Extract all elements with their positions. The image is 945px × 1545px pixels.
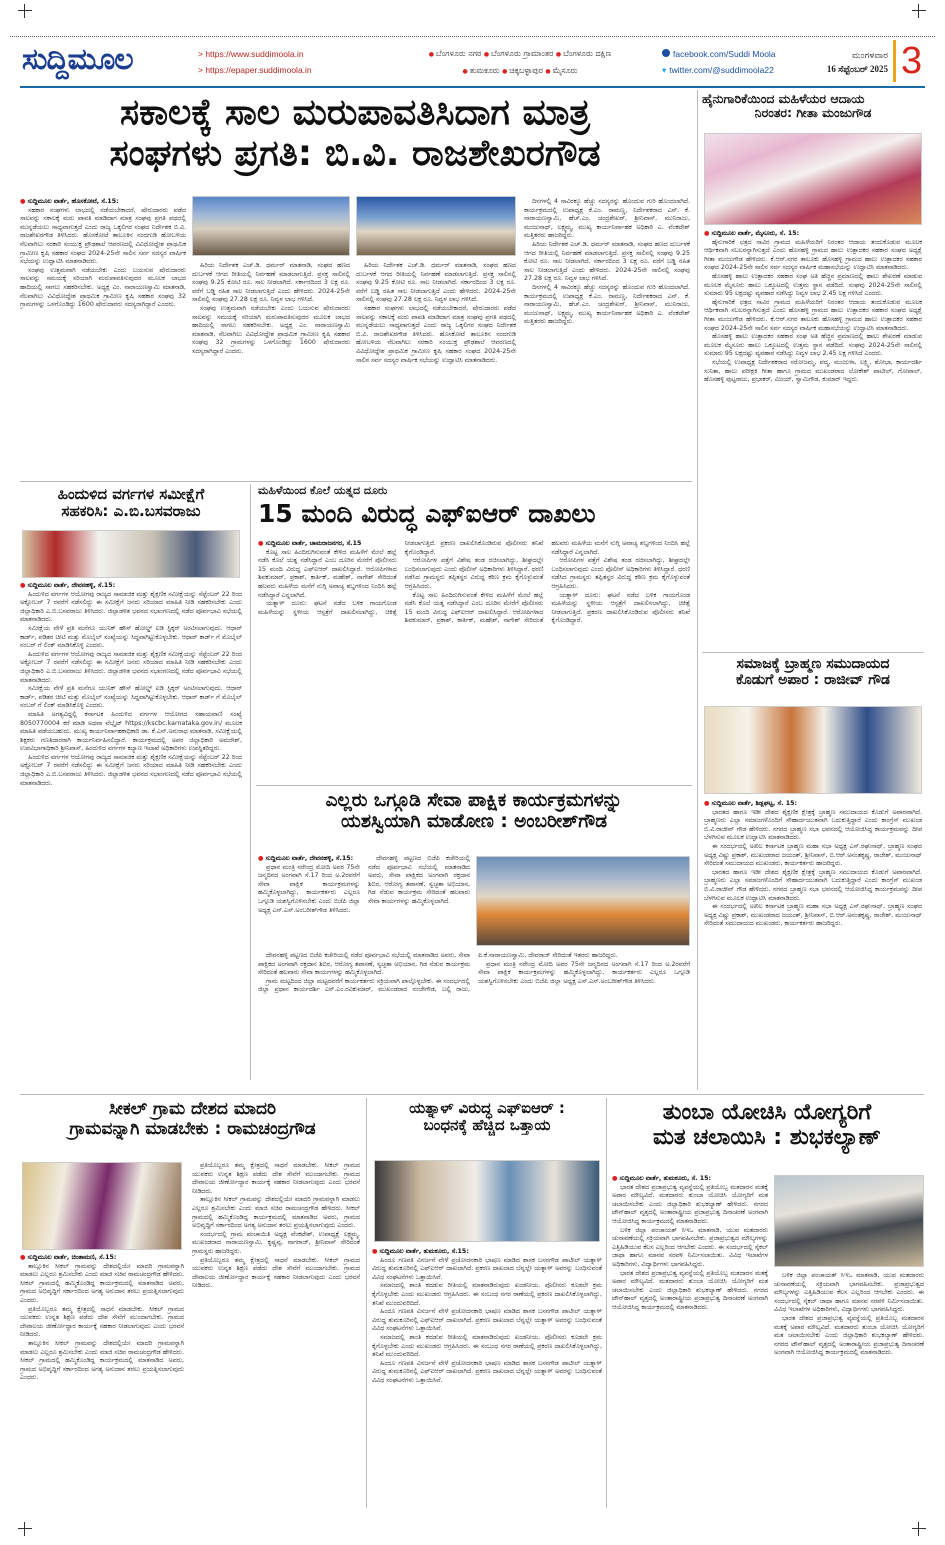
crop-mark bbox=[18, 1522, 32, 1536]
dateline: ● ಸುದ್ದಿಮೂಲ ವಾರ್ತೆ, ಮೈಸೂರು, ಸೆ. 15: bbox=[704, 230, 922, 239]
paragraph: ಹಿಂದುಳಿದ ವರ್ಗಗಳ ಆಯೋಗವು ರಾಜ್ಯದ ಸಾಮಾಜಿಕ ಮತ್ತು ಶೈಕ್ಷಣಿಕ ಸಮೀಕ್ಷೆಯನ್ನು ಸೆಪ್ಟೆಂಬರ್ 22 ರಿಂದ ಅಕ್ಟೋಬರ್ 7 ರವರೆಗೆ ನಡೆಸಲಿದ್ದು ಈ ಸಮೀಕ್ಷೆಗೆ ಜನರು ಸರಿಯಾದ ಮಾಹಿತಿ ನೀಡಿ ಸಹಕರಿಸಬೇಕು ಎಂದು ಜಿಲ್ಲಾಧಿಕಾರಿ ಎ.ಬಿ.ಬಸವರಾಜು ತಿಳಿಸಿದರು. ಜಿಲ್ಲಾಡಳಿತ ಭವನದ ಸಭಾಂಗಣದಲ್ಲಿ ನಡೆದ ಪೂರ್ವಭಾವಿ ಸಭೆಯಲ್ಲಿ ಮಾತನಾಡಿದರು. bbox=[20, 753, 242, 787]
story-body bbox=[258, 540, 690, 780]
edition-item: ● ಮೈಸೂರು bbox=[545, 66, 577, 75]
paragraph: ಬಳಿಕ ಜಿಲ್ಲಾ ಪಂಚಾಯತ್ ಸಿಇಒ ಮಾತನಾಡಿ, ಯುವ ಮತದಾರರು ಚುನಾವಣೆಯಲ್ಲಿ ಸಕ್ರಿಯವಾಗಿ ಭಾಗವಹಿಸಬೇಕು. ಪ್ರಜಾಪ್ರಭುತ್ವದ ಮೌಲ್ಯಗಳನ್ನು ಎತ್ತಿಹಿಡಿಯುವ ಕೆಲಸ ಎಲ್ಲರಿಂದ ಆಗಬೇಕು ಎಂದರು. ಈ ಸಂದರ್ಭದಲ್ಲಿ ಸೈಕಲ್ ಜಾಥಾ ಹಾಗೂ ಮಾನವ ಸರಪಳಿ ನಿರ್ಮಿಸಲಾಯಿತು. ವಿವಿಧ ಇಲಾಖೆಗಳ ಅಧಿಕಾರಿಗಳು, ವಿದ್ಯಾರ್ಥಿಗಳು ಭಾಗವಹಿಸಿದ್ದರು. bbox=[774, 1272, 924, 1314]
paragraph: ಹೊಸಹಳ್ಳಿ ಹಾಲು ಉತ್ಪಾದಕರ ಸಹಕಾರ ಸಂಘ ಅತಿ ಹೆಚ್ಚಿನ ಪ್ರಮಾಣದಲ್ಲಿ ಹಾಲು ಶೇಖರಣೆ ಮಾಡುವ ಮೂಲಕ ಮೈಸೂರು ಹಾಲು ಒಕ್ಕೂಟದಲ್ಲಿ ಉತ್ತಮ ಸ್ಥಾನ ಪಡೆದಿದೆ. ಸಂಘವು 2024-25ನೇ ಸಾಲಿನಲ್ಲಿ ಸುಮಾರು 95 ಲಕ್ಷದಷ್ಟು ವ್ಯವಹಾರ ನಡೆಸಿದ್ದು ನಿವ್ವಳ ಲಾಭ 2.45 ಲಕ್ಷ ಗಳಿಸಿದೆ ಎಂದರು. bbox=[704, 272, 922, 298]
lead-body-col2 bbox=[192, 262, 350, 478]
headline-line: ಸಮಾಜಕ್ಕೆ ಬ್ರಾಹ್ಮಣ ಸಮುದಾಯದ bbox=[736, 656, 890, 672]
date: 16 ಸೆಪ್ಟೆಂಬರ್ 2025 bbox=[826, 64, 888, 74]
section-rule bbox=[20, 481, 692, 482]
paragraph: ಭಾರತ ದೇಶದ ಪ್ರಜಾಪ್ರಭುತ್ವ ವ್ಯವಸ್ಥೆಯಲ್ಲಿ ಪ್ರತಿಯೊಬ್ಬ ಮತದಾರನ ಮತಕ್ಕೆ ಅಪಾರ ಮೌಲ್ಯವಿದೆ. ಮತದಾರರು ತುಂಬಾ ಯೋಚಿಸಿ ಯೋಗ್ಯರಿಗೆ ಮತ ಚಲಾಯಿಸಬೇಕು ಎಂದು ಜಿಲ್ಲಾಧಿಕಾರಿ ಶುಭಕಲ್ಯಾಣ್ ಹೇಳಿದರು. ನಗರದ ಟೌನ್‌ಹಾಲ್ ವೃತ್ತದಲ್ಲಿ ಅಂತಾರಾಷ್ಟ್ರೀಯ ಪ್ರಜಾಪ್ರಭುತ್ವ ದಿನಾಚರಣೆ ಅಂಗವಾಗಿ ಆಯೋಜಿಸಿದ್ದ ಕಾರ್ಯಕ್ರಮದಲ್ಲಿ ಮಾತನಾಡಿದರು. bbox=[612, 1269, 768, 1311]
lead-headline bbox=[20, 92, 690, 175]
lead-photo-2 bbox=[356, 196, 516, 256]
event-photo bbox=[22, 1162, 182, 1250]
dairy-photo bbox=[704, 133, 922, 225]
paragraph: ಭಾರತ ದೇಶದ ಪ್ರಜಾಪ್ರಭುತ್ವ ವ್ಯವಸ್ಥೆಯಲ್ಲಿ ಪ್ರತಿಯೊಬ್ಬ ಮತದಾರನ ಮತಕ್ಕೆ ಅಪಾರ ಮೌಲ್ಯವಿದೆ. ಮತದಾರರು ತುಂಬಾ ಯೋಚಿಸಿ ಯೋಗ್ಯರಿಗೆ ಮತ ಚಲಾಯಿಸಬೇಕು ಎಂದು ಜಿಲ್ಲಾಧಿಕಾರಿ ಶುಭಕಲ್ಯಾಣ್ ಹೇಳಿದರು. ನಗರದ ಟೌನ್‌ಹಾಲ್ ವೃತ್ತದಲ್ಲಿ ಅಂತಾರಾಷ್ಟ್ರೀಯ ಪ್ರಜಾಪ್ರಭುತ್ವ ದಿನಾಚರಣೆ ಅಂಗವಾಗಿ ಆಯೋಜಿಸಿದ್ದ ಕಾರ್ಯಕ್ರಮದಲ್ಲಿ ಮಾತನಾಡಿದರು. bbox=[612, 1183, 768, 1225]
headline-line: ನಿರಂತರ: ಗೀತಾ ಮಂಜುಗೌಡ bbox=[754, 105, 872, 121]
meeting-photo bbox=[22, 530, 240, 578]
side-headline bbox=[702, 656, 924, 688]
website-link[interactable]: > https://www.suddimoola.in bbox=[198, 49, 304, 59]
paragraph: ಹಿರಿಯ ನಿರ್ದೇಶಕ ಎಚ್.ಡಿ. ಧರ್ಮರ್ ಮಾತನಾಡಿ, ಸಂಘದ ಹಣದ ದುರ್ಬಳಕೆ ಆಗದ ರೀತಿಯಲ್ಲಿ ನಿರ್ವಹಣೆ ಮಾಡಲಾಗುತ್ತಿದೆ. ಪ್ರಸಕ್ತ ಸಾಲಿನಲ್ಲಿ ಸಂಘವು 9.25 ಕೋಟಿ ರೂ. ಸಾಲ ನೀಡಲಾಗಿದೆ. ಸರ್ಕಾರದಿಂದ 3 ಲಕ್ಷ ರೂ. ವರೆಗೆ ಬಡ್ಡಿ ರಹಿತ ಸಾಲ ನೀಡಲಾಗುತ್ತಿದೆ ಎಂದು ಹೇಳಿದರು. 2024-25ನೇ ಸಾಲಿನಲ್ಲಿ ಸಂಘವು 27.28 ಲಕ್ಷ ರೂ. ನಿವ್ವಳ ಲಾಭ ಗಳಿಸಿದೆ. bbox=[192, 262, 350, 304]
paragraph: ಪ್ರತಿಯೊಬ್ಬರೂ ತಮ್ಮ ಕ್ಷೇತ್ರದಲ್ಲಿ ಸಾಧನೆ ಮಾಡಬೇಕು. ಸೀಕಲ್ ಗ್ರಾಮದ ಯುವಕರು ಉನ್ನತ ಶಿಕ್ಷಣ ಪಡೆದು ದೇಶ ಸೇವೆಗೆ ಮುಂದಾಗಬೇಕು. ಗ್ರಾಮದ ದೇವಾಲಯ ಜೀರ್ಣೋದ್ಧಾರ ಕಾರ್ಯಕ್ಕೆ ಸಹಕಾರ ನೀಡಲಾಗುವುದು ಎಂದು ಭರವಸೆ ನೀಡಿದರು. bbox=[20, 1305, 184, 1339]
section-rule bbox=[256, 785, 692, 786]
section-rule bbox=[702, 652, 924, 653]
paragraph: ಈ ಸಂದರ್ಭದಲ್ಲಿ ಅಖಿಲ ಕರ್ನಾಟಕ ಬ್ರಾಹ್ಮಣ ಮಹಾ ಸಭಾ ಅಧ್ಯಕ್ಷ ಎಸ್.ರಘುನಾಥ್, ಬ್ರಾಹ್ಮಣ ಸಂಘದ ಅಧ್ಯಕ್ಷ ವಿಷ್ಣು ಪ್ರಕಾಶ್, ಮುಖಂಡರಾದ ಜಯಂತ್, ಶ್ರೀನಿವಾಸ್, ಬಿ.ಆರ್.ಅನಂತಕೃಷ್ಣ, ರಾಜೇಶ್, ಮಂಜುನಾಥ್ ಸೇರಿದಂತೆ ಸಮುದಾಯದ ಮುಖಂಡರು, ಕಾರ್ಯಕರ್ತರು ಹಾಜರಿದ್ದರು. bbox=[704, 903, 922, 928]
headline-line: ಯಶಸ್ವಿಯಾಗಿ ಮಾಡೋಣ : ಅಂಬರೀಶ್‌ಗೌಡ bbox=[341, 811, 607, 833]
paragraph: ದೇವನಹಳ್ಳಿ ಪಟ್ಟಣದ ಬಿಜೆಪಿ ಕಚೇರಿಯಲ್ಲಿ ನಡೆದ ಪೂರ್ವಭಾವಿ ಸಭೆಯಲ್ಲಿ ಮಾತನಾಡಿದ ಅವರು, ಸೇವಾ ಪಾಕ್ಷಿಕದ ಅಂಗವಾಗಿ ರಕ್ತದಾನ ಶಿಬಿರ, ಆರೋಗ್ಯ ತಪಾಸಣೆ, ಸ್ವಚ್ಛತಾ ಅಭಿಯಾನ, ಗಿಡ ನೆಡುವ ಕಾರ್ಯಕ್ರಮ ಸೇರಿದಂತೆ ಹಲವಾರು ಸೇವಾ ಕಾರ್ಯಗಳನ್ನು ಹಮ್ಮಿಕೊಳ್ಳಲಾಗಿದೆ. bbox=[258, 952, 470, 977]
headline-line: ತುಂಬಾ ಯೋಚಿಸಿ ಯೋಗ್ಯರಿಗೆ bbox=[662, 1100, 872, 1125]
story-headline bbox=[256, 790, 692, 833]
dateline: ● ಸುದ್ದಿಮೂಲ ವಾರ್ತೆ, ಚಿಂತಾಮಣಿ, ಸೆ.15: bbox=[20, 1254, 184, 1263]
crop-mark bbox=[912, 4, 926, 18]
column-rule bbox=[606, 1098, 607, 1508]
facebook-link[interactable]: facebook.com/Suddi Moola bbox=[673, 49, 776, 59]
headline-line: ಕೊಡುಗೆ ಅಪಾರ : ರಾಜೀವ್ ಗೌಡ bbox=[736, 672, 890, 689]
side-headline bbox=[702, 92, 924, 121]
newspaper-logo: ಸುದ್ದಿಮೂಲ bbox=[22, 42, 133, 77]
paragraph: ದೇವನಹಳ್ಳಿ ಪಟ್ಟಣದ ಬಿಜೆಪಿ ಕಚೇರಿಯಲ್ಲಿ ನಡೆದ ಪೂರ್ವಭಾವಿ ಸಭೆಯಲ್ಲಿ ಮಾತನಾಡಿದ ಅವರು, ಸೇವಾ ಪಾಕ್ಷಿಕದ ಅಂಗವಾಗಿ ರಕ್ತದಾನ ಶಿಬಿರ, ಆರೋಗ್ಯ ತಪಾಸಣೆ, ಸ್ವಚ್ಛತಾ ಅಭಿಯಾನ, ಗಿಡ ನೆಡುವ ಕಾರ್ಯಕ್ರಮ ಸೇರಿದಂತೆ ಹಲವಾರು ಸೇವಾ ಕಾರ್ಯಗಳನ್ನು ಹಮ್ಮಿಕೊಳ್ಳಲಾಗಿದೆ. bbox=[368, 855, 470, 905]
paragraph: ಸಮೀಕ್ಷೆಯ ವೇಳೆ ಪ್ರತಿ ಮನೆಗೂ ಯುನಿಕ್ ಹೌಸ್ ಹೋಲ್ಡ್ ಐಡಿ ಸ್ಟಿಕ್ಕರ್ ಅಂಟಿಸಲಾಗುವುದು. ಆಧಾರ್ ಕಾರ್ಡ್, ಪಡಿತರ ಚೀಟಿ ಮತ್ತು ಮೊಬೈಲ್ ಸಂಖ್ಯೆಯನ್ನು ಸಿದ್ಧವಾಗಿಟ್ಟುಕೊಳ್ಳಬೇಕು. ಆಧಾರ್ ಕಾರ್ಡ್ ಗೆ ಮೊಬೈಲ್ ನಂಬರ್ ಗೆ ಲಿಂಕ್ ಮಾಡಿಸಿಕೊಳ್ಳಿ ಎಂದರು. bbox=[20, 624, 242, 650]
paragraph: ಸಭೆಯಲ್ಲಿ ಉಪಾಧ್ಯಕ್ಷ ನಿರ್ದೇಶಕರಾದ ಸರೋಜಮ್ಮ, ಪದ್ಮ, ಮಂಜುಳಾ, ಲಕ್ಷ್ಮಿ, ಶೋಭಾ, ಕಾರ್ಯದರ್ಶಿ ಸುನಿತಾ, ಹಾಲು ಪರೀಕ್ಷಕಿ ಗೀತಾ ಹಾಗೂ ಗ್ರಾಮದ ಮುಖಂಡರಾದ ಲೋಕೇಶ್ ಪಾಟೀಲ್, ಗೋಪಾಲ್, ಹೊಸಹಳ್ಳಿ ಪುಟ್ಟರಾಜು, ಪ್ರಭಾಕರ್, ವಿಜಯ್, ಸ್ವಾಮಿಗೌಡ, ಕುಮಾರ್ ಇದ್ದರು. bbox=[704, 358, 922, 384]
lead-body-col3 bbox=[356, 262, 516, 478]
group-photo bbox=[476, 856, 690, 946]
paragraph: ದಿನಗಳಲ್ಲಿ 4 ಸಾವಿರಕ್ಕೂ ಹೆಚ್ಚು ಸದಸ್ಯರನ್ನು ಹೊಂದುವ ಗುರಿ ಹೊಂದಲಾಗಿದೆ. ಕಾರ್ಯಕ್ರಮದಲ್ಲಿ ಉಪಾಧ್ಯಕ್ಷ ಕೆ.ಎಂ. ರಾಮಣ್ಣ, ನಿರ್ದೇಶಕರಾದ ಎನ್. ಕೆ. ನಾರಾಯಣಸ್ವಾಮಿ, ಹೆಚ್.ಎಂ. ಚಂದ್ರಶೇಖರ್, ಶ್ರೀನಿವಾಸ್, ಮುನಿರಾಜು, ಮಂಜುನಾಥ್, ಲಕ್ಷ್ಮಮ್ಮ, ಮುಖ್ಯ ಕಾರ್ಯನಿರ್ವಾಹಕ ಅಧಿಕಾರಿ ಎ. ವೆಂಕಟೇಶ್ ಮತ್ತಿತರರು ಹಾಜರಿದ್ದರು. bbox=[524, 198, 690, 240]
headline-line: ಹೈನುಗಾರಿಕೆಯಿಂದ ಮಹಿಳೆಯರ ಆದಾಯ bbox=[702, 91, 865, 106]
headline-line: ಗ್ರಾಮವನ್ನಾಗಿ ಮಾಡಬೇಕು : ರಾಮಚಂದ್ರಗೌಡ bbox=[69, 1118, 316, 1139]
paragraph: ಸಂಘವು ಉತ್ತಮವಾಗಿ ನಡೆಯಬೇಕು ಎಂದು ಬಯಸುವ ಷೇರುದಾರರು ಸಾಲವನ್ನು ಸಮಯಕ್ಕೆ ಸರಿಯಾಗಿ ಮರುಪಾವತಿಸುವುದರ ಮೂಲಕ ಲಾಭದ ಹಾದಿಯಲ್ಲಿ ಸಾಗಲು ಸಹಕರಿಸಬೇಕು. ಅಧ್ಯಕ್ಷ ಎಂ. ನಾರಾಯಣಸ್ವಾಮಿ ಮಾತನಾಡಿ, ನೆಲವಾಗಿಲು ವಿವಿಧೋದ್ದೇಶ ಪ್ರಾಥಮಿಕ ಗ್ರಾಮೀಣ ಕೃಷಿ ಸಹಕಾರ ಸಂಘವು 32 ಗ್ರಾಮಗಳನ್ನು ಒಳಗೊಂಡಿದ್ದು 1600 ಷೇರುದಾರರು ಸದಸ್ಯರಾಗಿದ್ದಾರೆ ಎಂದರು. bbox=[192, 304, 350, 355]
story-headline bbox=[20, 486, 242, 521]
edition-item: ● ಬೆಂಗಳೂರು ಗ್ರಾಮಾಂತರ bbox=[484, 49, 554, 58]
paragraph: ತಾಲ್ಲೂಕಿನ ಸೀಕಲ್ ಗ್ರಾಮವನ್ನು ದೇಶದಲ್ಲಿಯೇ ಮಾದರಿ ಗ್ರಾಮವನ್ನಾಗಿ ಮಾಡಲು ಎಲ್ಲರೂ ಶ್ರಮಿಸಬೇಕು ಎಂದು ಮಾಜಿ ಸಚಿವ ರಾಮಚಂದ್ರಗೌಡ ಹೇಳಿದರು. ಸೀಕಲ್ ಗ್ರಾಮದಲ್ಲಿ ಹಮ್ಮಿಕೊಂಡಿದ್ದ ಕಾರ್ಯಕ್ರಮದಲ್ಲಿ ಮಾತನಾಡಿದ ಅವರು, ಗ್ರಾಮದ ಅಭಿವೃದ್ಧಿಗೆ ಸರ್ಕಾರದಿಂದ ಅಗತ್ಯ ಅನುದಾನ ತರಲು ಪ್ರಯತ್ನಿಸಲಾಗುವುದು ಎಂದರು. bbox=[20, 1262, 184, 1304]
headline-line: ಸಹಕರಿಸಿ: ಎ.ಬಿ.ಬಸವರಾಜು bbox=[61, 502, 201, 521]
headline-line: ಬಂಧನಕ್ಕೆ ಹೆಚ್ಚಿದ ಒತ್ತಾಯ bbox=[423, 1116, 551, 1135]
paragraph: ಸಹಕಾರ ಸಂಘಗಳು ಲಾಭದಲ್ಲಿ ನಡೆಯಬೇಕಾದರೆ, ಷೇರುದಾರರು ಪಡೆದ ಸಾಲವನ್ನು ಸಕಾಲಕ್ಕೆ ಮರು ಪಾವತಿ ಮಾಡಿದಾಗ ಮಾತ್ರ ಸಂಘವು ಪ್ರಗತಿ ಪಥದಲ್ಲಿ ಮುನ್ನಡೆಯಲು ಸಾಧ್ಯವಾಗುತ್ತದೆ ಎಂದು ರಾಜ್ಯ ಒಕ್ಕಲಿಗರ ಸಂಘದ ನಿರ್ದೇಶಕ ಬಿ.ವಿ. ರಾಜಶೇಖರಗೌಡ ತಿಳಿಸಿದರು. ಹೊಸಕೋಟೆ ತಾಲೂಕಿನ ನಂದಗುಡಿ ಹೋಬಳಿಯ ನೆಲವಾಗಿಲು ಸರಕಾರಿ ಸಂಯುಕ್ತ ಪ್ರೌಢಶಾಲೆ ಆವರಣದಲ್ಲಿ ವಿವಿಧೋದ್ದೇಶ ಪ್ರಾಥಮಿಕ ಗ್ರಾಮೀಣ ಕೃಷಿ ಸಹಕಾರ ಸಂಘದ 2024-25ನೇ ಸಾಲಿನ ಸರ್ವ ಸದಸ್ಯರ ವಾರ್ಷಿಕ ಸಭೆಯನ್ನು ಉದ್ಘಾಟಿಸಿ ಮಾತನಾಡಿದರು. bbox=[20, 206, 186, 266]
dateline: ● ಸುದ್ದಿಮೂಲ ವಾರ್ತೆ, ದೇವನಹಳ್ಳಿ, ಸೆ.15: bbox=[20, 582, 242, 591]
paragraph: ಪ್ರಧಾನ ಮಂತ್ರಿ ನರೇಂದ್ರ ಮೋದಿ ಅವರ 75ನೇ ಜನ್ಮದಿನದ ಅಂಗವಾಗಿ ಸೆ.17 ರಿಂದ ಅ.2ರವರೆಗೆ ಸೇವಾ ಪಾಕ್ಷಿಕ ಕಾರ್ಯಕ್ರಮಗಳನ್ನು ಹಮ್ಮಿಕೊಳ್ಳಲಾಗಿದ್ದು, ಕಾರ್ಯಕರ್ತರು ಎಲ್ಲರೂ ಒಗ್ಗೂಡಿ ಯಶಸ್ವಿಗೊಳಿಸಬೇಕು ಎಂದು ಬಿಜೆಪಿ ಜಿಲ್ಲಾ ಅಧ್ಯಕ್ಷ ಎಸ್.ಎಸ್.ಅಂಬರೀಶ್‌ಗೌಡ ತಿಳಿಸಿದರು. bbox=[258, 863, 360, 914]
paragraph: ಭಾರತದ ಹಾಗೂ ಇಡೀ ದೇಶದ ಶೈಕ್ಷಣಿಕ ಕ್ಷೇತ್ರಕ್ಕೆ ಬ್ರಾಹ್ಮಣ ಸಮುದಾಯದ ಕೊಡುಗೆ ಅಪಾರವಾಗಿದೆ. ಬ್ರಾಹ್ಮಣರು ಎಲ್ಲಾ ಸಮಾಜಗಳೊಂದಿಗೆ ಸೌಹಾರ್ದಯುತವಾಗಿ ಬದುಕುತ್ತಿದ್ದಾರೆ ಎಂದು ಕಾಂಗ್ರೆಸ್ ಮುಖಂಡ ಬಿ.ವಿ.ರಾಜೀವ್ ಗೌಡ ಹೇಳಿದರು. ನಗರದ ಬ್ರಾಹ್ಮಣ ಸಭಾ ಭವನದಲ್ಲಿ ಆಯೋಜಿಸಿದ್ದ ಕಾರ್ಯಕ್ರಮವನ್ನು ದೀಪ ಬೆಳಗಿಸುವ ಮೂಲಕ ಉದ್ಘಾಟಿಸಿ ಮಾತನಾಡಿದರು. bbox=[704, 868, 922, 902]
story-body-continued bbox=[258, 952, 690, 1077]
paragraph: ತಾಲ್ಲೂಕಿನ ಸೀಕಲ್ ಗ್ರಾಮವನ್ನು ದೇಶದಲ್ಲಿಯೇ ಮಾದರಿ ಗ್ರಾಮವನ್ನಾಗಿ ಮಾಡಲು ಎಲ್ಲರೂ ಶ್ರಮಿಸಬೇಕು ಎಂದು ಮಾಜಿ ಸಚಿವ ರಾಮಚಂದ್ರಗೌಡ ಹೇಳಿದರು. ಸೀಕಲ್ ಗ್ರಾಮದಲ್ಲಿ ಹಮ್ಮಿಕೊಂಡಿದ್ದ ಕಾರ್ಯಕ್ರಮದಲ್ಲಿ ಮಾತನಾಡಿದ ಅವರು, ಗ್ರಾಮದ ಅಭಿವೃದ್ಧಿಗೆ ಸರ್ಕಾರದಿಂದ ಅಗತ್ಯ ಅನುದಾನ ತರಲು ಪ್ರಯತ್ನಿಸಲಾಗುವುದು ಎಂದರು. bbox=[192, 1196, 360, 1230]
edition-item: ● ಚಿಕ್ಕಬಳ್ಳಾಪುರ bbox=[502, 66, 543, 75]
edition-item: ● ತುಮಕೂರು bbox=[463, 66, 500, 75]
paragraph: ಯತ್ನಾಳ್ ದೂರು: ಘಟನೆ ನಡೆದ ಬಳಿಕ ಗಾಯಗೊಂಡ ಮಹಿಳೆಯನ್ನು ಸ್ಥಳೀಯ ಆಸ್ಪತ್ರೆಗೆ ದಾಖಲಿಸಲಾಗಿದ್ದು, ಚಿಕಿತ್ಸೆ ನೀಡಲಾಗುತ್ತಿದೆ. ಪ್ರಕರಣ ದಾಖಲಿಸಿಕೊಂಡಿರುವ ಪೊಲೀಸರು ತನಿಖೆ ಕೈಗೊಂಡಿದ್ದಾರೆ. bbox=[258, 540, 544, 616]
paragraph: ಸಮೀಕ್ಷೆಯ ವೇಳೆ ಪ್ರತಿ ಮನೆಗೂ ಯುನಿಕ್ ಹೌಸ್ ಹೋಲ್ಡ್ ಐಡಿ ಸ್ಟಿಕ್ಕರ್ ಅಂಟಿಸಲಾಗುವುದು. ಆಧಾರ್ ಕಾರ್ಡ್, ಪಡಿತರ ಚೀಟಿ ಮತ್ತು ಮೊಬೈಲ್ ಸಂಖ್ಯೆಯನ್ನು ಸಿದ್ಧವಾಗಿಟ್ಟುಕೊಳ್ಳಬೇಕು. ಆಧಾರ್ ಕಾರ್ಡ್ ಗೆ ಮೊಬೈಲ್ ನಂಬರ್ ಗೆ ಲಿಂಕ್ ಮಾಡಿಸಿಕೊಳ್ಳಿ ಎಂದರು. bbox=[20, 685, 242, 710]
story-body bbox=[372, 1248, 602, 1500]
paragraph: ಸಹಕಾರ ಸಂಘಗಳು ಲಾಭದಲ್ಲಿ ನಡೆಯಬೇಕಾದರೆ, ಷೇರುದಾರರು ಪಡೆದ ಸಾಲವನ್ನು ಸಕಾಲಕ್ಕೆ ಮರು ಪಾವತಿ ಮಾಡಿದಾಗ ಮಾತ್ರ ಸಂಘವು ಪ್ರಗತಿ ಪಥದಲ್ಲಿ ಮುನ್ನಡೆಯಲು ಸಾಧ್ಯವಾಗುತ್ತದೆ ಎಂದು ರಾಜ್ಯ ಒಕ್ಕಲಿಗರ ಸಂಘದ ನಿರ್ದೇಶಕ ಬಿ.ವಿ. ರಾಜಶೇಖರಗೌಡ ತಿಳಿಸಿದರು. ಹೊಸಕೋಟೆ ತಾಲೂಕಿನ ನಂದಗುಡಿ ಹೋಬಳಿಯ ನೆಲವಾಗಿಲು ಸರಕಾರಿ ಸಂಯುಕ್ತ ಪ್ರೌಢಶಾಲೆ ಆವರಣದಲ್ಲಿ ವಿವಿಧೋದ್ದೇಶ ಪ್ರಾಥಮಿಕ ಗ್ರಾಮೀಣ ಕೃಷಿ ಸಹಕಾರ ಸಂಘದ 2024-25ನೇ ಸಾಲಿನ ಸರ್ವ ಸದಸ್ಯರ ವಾರ್ಷಿಕ ಸಭೆಯನ್ನು ಉದ್ಘಾಟಿಸಿ ಮಾತನಾಡಿದರು. bbox=[356, 304, 516, 364]
headline-line: ಸಕಾಲಕ್ಕೆ ಸಾಲ ಮರುಪಾವತಿಸಿದಾಗ ಮಾತ್ರ bbox=[120, 92, 590, 133]
paragraph: ಹಿಂದೂ ಗಣಪತಿ ವಿಸರ್ಜನೆ ವೇಳೆ ಪ್ರಚೋದನಕಾರಿ ಭಾಷಣ ಮಾಡಿದ ಶಾಸಕ ಬಸನಗೌಡ ಪಾಟೀಲ್ ಯತ್ನಾಳ್ ವಿರುದ್ಧ ತುಮಕೂರಿನಲ್ಲಿ ಎಫ್‌ಐಆರ್ ದಾಖಲಾಗಿದೆ. ಪ್ರಕರಣ ದಾಖಲಾದ ಬೆನ್ನಲ್ಲೇ ಯತ್ನಾಳ್ ಅವರನ್ನು ಬಂಧಿಸುವಂತೆ ವಿವಿಧ ಸಂಘಟನೆಗಳು ಒತ್ತಾಯಿಸಿವೆ. bbox=[372, 1359, 602, 1384]
dateline: ● ಸುದ್ದಿಮೂಲ ವಾರ್ತೆ, ಚಾಮರಾಜನಗರ, ಸೆ.15 bbox=[258, 540, 397, 549]
weekday: ಮಂಗಳವಾರ bbox=[851, 50, 888, 60]
headline-line: ಹಿಂದುಳಿದ ವರ್ಗಗಳ ಸಮೀಕ್ಷೆಗೆ bbox=[57, 485, 205, 503]
paragraph: ಮಾಹಿತಿ ಅಗತ್ಯವಿದ್ದಲ್ಲಿ ಕರ್ನಾಟಕ ಹಿಂದುಳಿದ ವರ್ಗಗಳ ಆಯೋಗದ ಸಹಾಯವಾಣಿ ಸಂಖ್ಯೆ 8050770004 ಕರೆ ಮಾಡಿ ಅಥವಾ ವೆಬ್ಸೈಟ್ https://kscbc.karnataka.gov.in/ ಮೂಲಕ ಮಾಹಿತಿ ಪಡೆಯಬಹುದು. ಮುಖ್ಯ ಕಾರ್ಯನಿರ್ವಾಹಕಾಧಿಕಾರಿ ಡಾ. ಕೆ.ಎನ್.ಅನುರಾಧ ಮಾತನಾಡಿ, ಸಮೀಕ್ಷೆಯಲ್ಲಿ ಶಿಕ್ಷಕರು ಗಣತಿದಾರರಾಗಿ ಕಾರ್ಯನಿರ್ವಹಿಸಲಿದ್ದಾರೆ. ಕಾರ್ಯಕ್ರಮದಲ್ಲಿ ಅಪರ ಜಿಲ್ಲಾಧಿಕಾರಿ ಅಮರೇಶ್, ಉಪವಿಭಾಗಾಧಿಕಾರಿ ಶ್ರೀನಿವಾಸ್, ಹಿಂದುಳಿದ ವರ್ಗಗಳ ಕಲ್ಯಾಣ ಇಲಾಖೆ ಅಧಿಕಾರಿಗಳು ಉಪಸ್ಥಿತರಿದ್ದರು. bbox=[20, 710, 242, 753]
paragraph: ಯತ್ನಾಳ್ ದೂರು: ಘಟನೆ ನಡೆದ ಬಳಿಕ ಗಾಯಗೊಂಡ ಮಹಿಳೆಯನ್ನು ಸ್ಥಳೀಯ ಆಸ್ಪತ್ರೆಗೆ ದಾಖಲಿಸಲಾಗಿದ್ದು, ಚಿಕಿತ್ಸೆ ನೀಡಲಾಗುತ್ತಿದೆ. ಪ್ರಕರಣ ದಾಖಲಿಸಿಕೊಂಡಿರುವ ಪೊಲೀಸರು ತನಿಖೆ ಕೈಗೊಂಡಿದ್ದಾರೆ. bbox=[551, 591, 690, 625]
paragraph: ಸಂದರ್ಭದಲ್ಲಿ ಗ್ರಾಮ ಪಂಚಾಯಿತಿ ಅಧ್ಯಕ್ಷ ವೆಂಕಟೇಶ್, ಉಪಾಧ್ಯಕ್ಷೆ ಲಕ್ಷ್ಮಮ್ಮ, ಮುಖಂಡರಾದ ನಾರಾಯಣಸ್ವಾಮಿ, ಕೃಷ್ಣಪ್ಪ, ನಾಗರಾಜ್, ಶ್ರೀನಿವಾಸ್ ಸೇರಿದಂತೆ ಗ್ರಾಮಸ್ಥರು ಹಾಜರಿದ್ದರು. bbox=[192, 1230, 360, 1255]
issue-date bbox=[800, 48, 888, 76]
story-kicker: ಮಹಿಳೆಯಿಂದ ಕೊಲೆ ಯತ್ನದ ದೂರು bbox=[258, 484, 388, 497]
dateline: ● ಸುದ್ದಿಮೂಲ ವಾರ್ತೆ, ತುಮಕೂರು, ಸೆ.15: bbox=[372, 1248, 602, 1257]
top-dotted-rule bbox=[10, 36, 935, 37]
column-rule bbox=[250, 484, 251, 1080]
paragraph: ಈ ಸಂದರ್ಭದಲ್ಲಿ ಅಖಿಲ ಕರ್ನಾಟಕ ಬ್ರಾಹ್ಮಣ ಮಹಾ ಸಭಾ ಅಧ್ಯಕ್ಷ ಎಸ್.ರಘುನಾಥ್, ಬ್ರಾಹ್ಮಣ ಸಂಘದ ಅಧ್ಯಕ್ಷ ವಿಷ್ಣು ಪ್ರಕಾಶ್, ಮುಖಂಡರಾದ ಜಯಂತ್, ಶ್ರೀನಿವಾಸ್, ಬಿ.ಆರ್.ಅನಂತಕೃಷ್ಣ, ರಾಜೇಶ್, ಮಂಜುನಾಥ್ ಸೇರಿದಂತೆ ಸಮುದಾಯದ ಮುಖಂಡರು, ಕಾರ್ಯಕರ್ತರು ಹಾಜರಿದ್ದರು. bbox=[704, 842, 922, 868]
paragraph: ಗ್ರಾಮ ಮಟ್ಟದಿಂದ ಜಿಲ್ಲಾ ಮಟ್ಟದವರೆಗೆ ಕಾರ್ಯಕರ್ತರು ಸಕ್ರಿಯವಾಗಿ ಪಾಲ್ಗೊಳ್ಳಬೇಕು. ಈ ಸಂದರ್ಭದಲ್ಲಿ ಜಿಲ್ಲಾ ಪ್ರಧಾನ ಕಾರ್ಯದರ್ಶಿ ಎನ್.ಎಂ.ರವಿಕುಮಾರ್, ಮುಖಂಡರಾದ ನಂಜೇಗೌಡ, ಬಲ್ಲಿ ರಾಜು, ಪಿ.ಕೆ.ನಾರಾಯಣಸ್ವಾಮಿ, ದೇವರಾಜ್ ಸೇರಿದಂತೆ ಇತರರು ಹಾಜರಿದ್ದರು. bbox=[258, 952, 618, 994]
paragraph: ಸಮಾಜದಲ್ಲಿ ಶಾಂತಿ ಕದಡುವ ರೀತಿಯಲ್ಲಿ ಮಾತನಾಡಿರುವುದು ಖಂಡನೀಯ. ಪೊಲೀಸರು ಕೂಡಲೇ ಕ್ರಮ ಕೈಗೊಳ್ಳಬೇಕು ಎಂದು ಮುಖಂಡರು ಆಗ್ರಹಿಸಿದರು. ಈ ಸಂಬಂಧ ನಗರ ಠಾಣೆಯಲ್ಲಿ ಪ್ರಕರಣ ದಾಖಲಿಸಿಕೊಳ್ಳಲಾಗಿದ್ದು, ತನಿಖೆ ಮುಂದುವರಿದಿದೆ. bbox=[372, 1282, 602, 1307]
masthead-rule bbox=[20, 86, 925, 88]
story-body-col2 bbox=[774, 1272, 924, 1500]
lead-body-col1 bbox=[20, 198, 186, 478]
side-body bbox=[704, 800, 922, 1090]
dateline: ● ಸುದ್ದಿಮೂಲ ವಾರ್ತೆ, ದೇವನಹಳ್ಳಿ, ಸೆ.15: bbox=[258, 855, 360, 864]
column-rule bbox=[697, 90, 698, 1090]
website-links bbox=[198, 46, 312, 78]
edition-item: ● ಬೆಂಗಳೂರು ನಗರ bbox=[429, 49, 482, 58]
headline-line: ಎಲ್ಲರು ಒಗ್ಗೂಡಿ ಸೇವಾ ಪಾಕ್ಷಿಕ ಕಾರ್ಯಕ್ರಮಗಳನ್ನು bbox=[325, 790, 623, 811]
paragraph: ಹೊಸಹಳ್ಳಿ ಹಾಲು ಉತ್ಪಾದಕರ ಸಹಕಾರ ಸಂಘ ಅತಿ ಹೆಚ್ಚಿನ ಪ್ರಮಾಣದಲ್ಲಿ ಹಾಲು ಶೇಖರಣೆ ಮಾಡುವ ಮೂಲಕ ಮೈಸೂರು ಹಾಲು ಒಕ್ಕೂಟದಲ್ಲಿ ಉತ್ತಮ ಸ್ಥಾನ ಪಡೆದಿದೆ. ಸಂಘವು 2024-25ನೇ ಸಾಲಿನಲ್ಲಿ ಸುಮಾರು 95 ಲಕ್ಷದಷ್ಟು ವ್ಯವಹಾರ ನಡೆಸಿದ್ದು ನಿವ್ವಳ ಲಾಭ 2.45 ಲಕ್ಷ ಗಳಿಸಿದೆ ಎಂದರು. bbox=[704, 333, 922, 358]
story-headline bbox=[20, 1100, 365, 1139]
paragraph: ಸಮಾಜದಲ್ಲಿ ಶಾಂತಿ ಕದಡುವ ರೀತಿಯಲ್ಲಿ ಮಾತನಾಡಿರುವುದು ಖಂಡನೀಯ. ಪೊಲೀಸರು ಕೂಡಲೇ ಕ್ರಮ ಕೈಗೊಳ್ಳಬೇಕು ಎಂದು ಮುಖಂಡರು ಆಗ್ರಹಿಸಿದರು. ಈ ಸಂಬಂಧ ನಗರ ಠಾಣೆಯಲ್ಲಿ ಪ್ರಕರಣ ದಾಖಲಿಸಿಕೊಳ್ಳಲಾಗಿದ್ದು, ತನಿಖೆ ಮುಂದುವರಿದಿದೆ. bbox=[372, 1333, 602, 1359]
paragraph: ಹೈನುಗಾರಿಕೆ ಛತ್ರದ ಸಾವಿರ ಗ್ರಾಮದ ಮಹಿಳೆಯರಿಗೆ ನಿರಂತರ ಆದಾಯ ತಂದುಕೊಡುವ ಮೂಲಕ ಆರ್ಥಿಕವಾಗಿ ಸಬಲರನ್ನಾಗಿಸುತ್ತದೆ ಎಂದು ಹೊಸಹಳ್ಳಿ ಗ್ರಾಮದ ಹಾಲು ಉತ್ಪಾದಕರ ಸಹಕಾರ ಸಂಘದ ಅಧ್ಯಕ್ಷೆ ಗೀತಾ ಮಂಜುಗೌಡ ಹೇಳಿದರು. ಕೆ.ಆರ್.ನಗರ ತಾಲೂಕು ಹೊಸಹಳ್ಳಿ ಗ್ರಾಮದ ಹಾಲು ಉತ್ಪಾದಕರ ಸಹಕಾರ ಸಂಘದ 2024-25ನೇ ಸಾಲಿನ ಸರ್ವ ಸದಸ್ಯರ ವಾರ್ಷಿಕ ಮಹಾಸಭೆಯನ್ನು ಉದ್ಘಾಟಿಸಿ ಮಾತನಾಡಿದರು. bbox=[704, 298, 922, 332]
paragraph: ಹಿಂದೂ ಗಣಪತಿ ವಿಸರ್ಜನೆ ವೇಳೆ ಪ್ರಚೋದನಕಾರಿ ಭಾಷಣ ಮಾಡಿದ ಶಾಸಕ ಬಸನಗೌಡ ಪಾಟೀಲ್ ಯತ್ನಾಳ್ ವಿರುದ್ಧ ತುಮಕೂರಿನಲ್ಲಿ ಎಫ್‌ಐಆರ್ ದಾಖಲಾಗಿದೆ. ಪ್ರಕರಣ ದಾಖಲಾದ ಬೆನ್ನಲ್ಲೇ ಯತ್ನಾಳ್ ಅವರನ್ನು ಬಂಧಿಸುವಂತೆ ವಿವಿಧ ಸಂಘಟನೆಗಳು ಒತ್ತಾಯಿಸಿವೆ. bbox=[372, 1308, 602, 1333]
story-headline bbox=[610, 1100, 924, 1151]
twitter-icon: ▾ bbox=[662, 65, 667, 75]
headline-line: ಯತ್ನಾಳ್ ವಿರುದ್ಧ ಎಫ್‌ಐಆರ್ : bbox=[409, 1099, 565, 1117]
lead-body-col4 bbox=[524, 198, 690, 478]
edition-list bbox=[395, 46, 645, 80]
dateline: ● ಸುದ್ದಿಮೂಲ ವಾರ್ತೆ, ಶಿಡ್ಲಘಟ್ಟ, ಸೆ. 15: bbox=[704, 800, 922, 809]
paragraph: ಸಂಘವು ಉತ್ತಮವಾಗಿ ನಡೆಯಬೇಕು ಎಂದು ಬಯಸುವ ಷೇರುದಾರರು ಸಾಲವನ್ನು ಸಮಯಕ್ಕೆ ಸರಿಯಾಗಿ ಮರುಪಾವತಿಸುವುದರ ಮೂಲಕ ಲಾಭದ ಹಾದಿಯಲ್ಲಿ ಸಾಗಲು ಸಹಕರಿಸಬೇಕು. ಅಧ್ಯಕ್ಷ ಎಂ. ನಾರಾಯಣಸ್ವಾಮಿ ಮಾತನಾಡಿ, ನೆಲವಾಗಿಲು ವಿವಿಧೋದ್ದೇಶ ಪ್ರಾಥಮಿಕ ಗ್ರಾಮೀಣ ಕೃಷಿ ಸಹಕಾರ ಸಂಘವು 32 ಗ್ರಾಮಗಳನ್ನು ಒಳಗೊಂಡಿದ್ದು 1600 ಷೇರುದಾರರು ಸದಸ್ಯರಾಗಿದ್ದಾರೆ ಎಂದರು. bbox=[20, 266, 186, 309]
paragraph: ಆರೋಪಿಗಳ ಪತ್ತೆಗೆ ವಿಶೇಷ ತಂಡ ರಚಿಸಲಾಗಿದ್ದು, ಶೀಘ್ರದಲ್ಲೇ ಬಂಧಿಸಲಾಗುವುದು ಎಂದು ಪೊಲೀಸ್ ಅಧಿಕಾರಿಗಳು ತಿಳಿಸಿದ್ದಾರೆ. ಧರಣಿ ನಡೆಸಿದ ಗ್ರಾಮಸ್ಥರು ತಪ್ಪಿತಸ್ಥರ ವಿರುದ್ಧ ಕಠಿಣ ಕ್ರಮ ಕೈಗೊಳ್ಳುವಂತೆ ಆಗ್ರಹಿಸಿದರು. bbox=[551, 557, 690, 590]
headline-line: ಸೀಕಲ್ ಗ್ರಾಮ ದೇಶದ ಮಾದರಿ bbox=[109, 1099, 276, 1119]
paragraph: ಭಾರತದ ಹಾಗೂ ಇಡೀ ದೇಶದ ಶೈಕ್ಷಣಿಕ ಕ್ಷೇತ್ರಕ್ಕೆ ಬ್ರಾಹ್ಮಣ ಸಮುದಾಯದ ಕೊಡುಗೆ ಅಪಾರವಾಗಿದೆ. ಬ್ರಾಹ್ಮಣರು ಎಲ್ಲಾ ಸಮಾಜಗಳೊಂದಿಗೆ ಸೌಹಾರ್ದಯುತವಾಗಿ ಬದುಕುತ್ತಿದ್ದಾರೆ ಎಂದು ಕಾಂಗ್ರೆಸ್ ಮುಖಂಡ ಬಿ.ವಿ.ರಾಜೀವ್ ಗೌಡ ಹೇಳಿದರು. ನಗರದ ಬ್ರಾಹ್ಮಣ ಸಭಾ ಭವನದಲ್ಲಿ ಆಯೋಜಿಸಿದ್ದ ಕಾರ್ಯಕ್ರಮವನ್ನು ದೀಪ ಬೆಳಗಿಸುವ ಮೂಲಕ ಉದ್ಘಾಟಿಸಿ ಮಾತನಾಡಿದರು. bbox=[704, 808, 922, 842]
paragraph: ಭಾರತ ದೇಶದ ಪ್ರಜಾಪ್ರಭುತ್ವ ವ್ಯವಸ್ಥೆಯಲ್ಲಿ ಪ್ರತಿಯೊಬ್ಬ ಮತದಾರನ ಮತಕ್ಕೆ ಅಪಾರ ಮೌಲ್ಯವಿದೆ. ಮತದಾರರು ತುಂಬಾ ಯೋಚಿಸಿ ಯೋಗ್ಯರಿಗೆ ಮತ ಚಲಾಯಿಸಬೇಕು ಎಂದು ಜಿಲ್ಲಾಧಿಕಾರಿ ಶುಭಕಲ್ಯಾಣ್ ಹೇಳಿದರು. ನಗರದ ಟೌನ್‌ಹಾಲ್ ವೃತ್ತದಲ್ಲಿ ಅಂತಾರಾಷ್ಟ್ರೀಯ ಪ್ರಜಾಪ್ರಭುತ್ವ ದಿನಾಚರಣೆ ಅಂಗವಾಗಿ ಆಯೋಜಿಸಿದ್ದ ಕಾರ್ಯಕ್ರಮದಲ್ಲಿ ಮಾತನಾಡಿದರು. bbox=[774, 1314, 924, 1357]
paragraph: ಹಿಂದುಳಿದ ವರ್ಗಗಳ ಆಯೋಗವು ರಾಜ್ಯದ ಸಾಮಾಜಿಕ ಮತ್ತು ಶೈಕ್ಷಣಿಕ ಸಮೀಕ್ಷೆಯನ್ನು ಸೆಪ್ಟೆಂಬರ್ 22 ರಿಂದ ಅಕ್ಟೋಬರ್ 7 ರವರೆಗೆ ನಡೆಸಲಿದ್ದು ಈ ಸಮೀಕ್ಷೆಗೆ ಜನರು ಸರಿಯಾದ ಮಾಹಿತಿ ನೀಡಿ ಸಹಕರಿಸಬೇಕು ಎಂದು ಜಿಲ್ಲಾಧಿಕಾರಿ ಎ.ಬಿ.ಬಸವರಾಜು ತಿಳಿಸಿದರು. ಜಿಲ್ಲಾಡಳಿತ ಭವನದ ಸಭಾಂಗಣದಲ್ಲಿ ನಡೆದ ಪೂರ್ವಭಾವಿ ಸಭೆಯಲ್ಲಿ ಮಾತನಾಡಿದರು. bbox=[20, 650, 242, 684]
paragraph: ಹಿರಿಯ ನಿರ್ದೇಶಕ ಎಚ್.ಡಿ. ಧರ್ಮರ್ ಮಾತನಾಡಿ, ಸಂಘದ ಹಣದ ದುರ್ಬಳಕೆ ಆಗದ ರೀತಿಯಲ್ಲಿ ನಿರ್ವಹಣೆ ಮಾಡಲಾಗುತ್ತಿದೆ. ಪ್ರಸಕ್ತ ಸಾಲಿನಲ್ಲಿ ಸಂಘವು 9.25 ಕೋಟಿ ರೂ. ಸಾಲ ನೀಡಲಾಗಿದೆ. ಸರ್ಕಾರದಿಂದ 3 ಲಕ್ಷ ರೂ. ವರೆಗೆ ಬಡ್ಡಿ ರಹಿತ ಸಾಲ ನೀಡಲಾಗುತ್ತಿದೆ ಎಂದು ಹೇಳಿದರು. 2024-25ನೇ ಸಾಲಿನಲ್ಲಿ ಸಂಘವು 27.28 ಲಕ್ಷ ರೂ. ನಿವ್ವಳ ಲಾಭ ಗಳಿಸಿದೆ. bbox=[524, 240, 690, 283]
edition-item: ● ಬೆಂಗಳೂರು ದಕ್ಷಿಣ bbox=[556, 49, 611, 58]
social-links bbox=[662, 46, 776, 78]
paragraph: ಪ್ರತಿಯೊಬ್ಬರೂ ತಮ್ಮ ಕ್ಷೇತ್ರದಲ್ಲಿ ಸಾಧನೆ ಮಾಡಬೇಕು. ಸೀಕಲ್ ಗ್ರಾಮದ ಯುವಕರು ಉನ್ನತ ಶಿಕ್ಷಣ ಪಡೆದು ದೇಶ ಸೇವೆಗೆ ಮುಂದಾಗಬೇಕು. ಗ್ರಾಮದ ದೇವಾಲಯ ಜೀರ್ಣೋದ್ಧಾರ ಕಾರ್ಯಕ್ಕೆ ಸಹಕಾರ ನೀಡಲಾಗುವುದು ಎಂದು ಭರವಸೆ ನೀಡಿದರು. bbox=[192, 1162, 360, 1195]
lead-photo-1 bbox=[192, 196, 350, 256]
side-body bbox=[704, 230, 922, 610]
dateline: ● ಸುದ್ದಿಮೂಲ ವಾರ್ತೆ, ಹೊಸಕೋಟೆ, ಸೆ.15: bbox=[20, 198, 186, 207]
page-number: 3 bbox=[893, 40, 922, 82]
crop-mark bbox=[912, 1522, 926, 1536]
facebook-icon bbox=[662, 49, 670, 57]
story-body-col2 bbox=[192, 1162, 360, 1500]
cycle-rally-photo bbox=[774, 1175, 924, 1267]
story-headline bbox=[370, 1100, 604, 1135]
paragraph: ಆರೋಪಿಗಳ ಪತ್ತೆಗೆ ವಿಶೇಷ ತಂಡ ರಚಿಸಲಾಗಿದ್ದು, ಶೀಘ್ರದಲ್ಲೇ ಬಂಧಿಸಲಾಗುವುದು ಎಂದು ಪೊಲೀಸ್ ಅಧಿಕಾರಿಗಳು ತಿಳಿಸಿದ್ದಾರೆ. ಧರಣಿ ನಡೆಸಿದ ಗ್ರಾಮಸ್ಥರು ತಪ್ಪಿತಸ್ಥರ ವಿರುದ್ಧ ಕಠಿಣ ಕ್ರಮ ಕೈಗೊಳ್ಳುವಂತೆ ಆಗ್ರಹಿಸಿದರು. bbox=[404, 557, 544, 590]
story-body bbox=[258, 855, 470, 950]
crop-mark bbox=[18, 4, 32, 18]
paragraph: ಪ್ರತಿಯೊಬ್ಬರೂ ತಮ್ಮ ಕ್ಷೇತ್ರದಲ್ಲಿ ಸಾಧನೆ ಮಾಡಬೇಕು. ಸೀಕಲ್ ಗ್ರಾಮದ ಯುವಕರು ಉನ್ನತ ಶಿಕ್ಷಣ ಪಡೆದು ದೇಶ ಸೇವೆಗೆ ಮುಂದಾಗಬೇಕು. ಗ್ರಾಮದ ದೇವಾಲಯ ಜೀರ್ಣೋದ್ಧಾರ ಕಾರ್ಯಕ್ಕೆ ಸಹಕಾರ ನೀಡಲಾಗುವುದು ಎಂದು ಭರವಸೆ ನೀಡಿದರು. bbox=[192, 1256, 360, 1290]
section-rule bbox=[20, 1094, 924, 1095]
paragraph: ಹಿರಿಯ ನಿರ್ದೇಶಕ ಎಚ್.ಡಿ. ಧರ್ಮರ್ ಮಾತನಾಡಿ, ಸಂಘದ ಹಣದ ದುರ್ಬಳಕೆ ಆಗದ ರೀತಿಯಲ್ಲಿ ನಿರ್ವಹಣೆ ಮಾಡಲಾಗುತ್ತಿದೆ. ಪ್ರಸಕ್ತ ಸಾಲಿನಲ್ಲಿ ಸಂಘವು 9.25 ಕೋಟಿ ರೂ. ಸಾಲ ನೀಡಲಾಗಿದೆ. ಸರ್ಕಾರದಿಂದ 3 ಲಕ್ಷ ರೂ. ವರೆಗೆ ಬಡ್ಡಿ ರಹಿತ ಸಾಲ ನೀಡಲಾಗುತ್ತಿದೆ ಎಂದು ಹೇಳಿದರು. 2024-25ನೇ ಸಾಲಿನಲ್ಲಿ ಸಂಘವು 27.28 ಲಕ್ಷ ರೂ. ನಿವ್ವಳ ಲಾಭ ಗಳಿಸಿದೆ. bbox=[356, 262, 516, 304]
paragraph: ಕೊಟ್ಟ ಸಾಲ ಹಿಂದಿರುಗಿಸುವಂತೆ ಕೇಳಿದ ಮಹಿಳೆಗೆ ಮೇಲೆ ಹಲ್ಲೆ ನಡೆಸಿ ಕೊಲೆ ಯತ್ನ ನಡೆಸಿದ್ದಾರೆ ಎಂಬ ದೂರಿನ ಮೇರೆಗೆ ಪೊಲೀಸರು 15 ಮಂದಿ ವಿರುದ್ಧ ಎಫ್‌ಐಆರ್ ದಾಖಲಿಸಿದ್ದಾರೆ. ಆರೋಪಿಗಳಾದ ಶಿವಕುಮಾರ್, ಪ್ರಕಾಶ್, ಕಾರ್ತಿಕ್, ಮಹೇಶ್, ನಾಗೇಶ್ ಸೇರಿದಂತೆ ಹಲವರು ಮಹಿಳೆಯ ಮನೆಗೆ ನುಗ್ಗಿ ಅವಾಚ್ಯ ಶಬ್ದಗಳಿಂದ ನಿಂದಿಸಿ ಹಲ್ಲೆ ನಡೆಸಿದ್ದಾರೆ ಎನ್ನಲಾಗಿದೆ. bbox=[258, 548, 397, 599]
paragraph: ಬಳಿಕ ಜಿಲ್ಲಾ ಪಂಚಾಯತ್ ಸಿಇಒ ಮಾತನಾಡಿ, ಯುವ ಮತದಾರರು ಚುನಾವಣೆಯಲ್ಲಿ ಸಕ್ರಿಯವಾಗಿ ಭಾಗವಹಿಸಬೇಕು. ಪ್ರಜಾಪ್ರಭುತ್ವದ ಮೌಲ್ಯಗಳನ್ನು ಎತ್ತಿಹಿಡಿಯುವ ಕೆಲಸ ಎಲ್ಲರಿಂದ ಆಗಬೇಕು ಎಂದರು. ಈ ಸಂದರ್ಭದಲ್ಲಿ ಸೈಕಲ್ ಜಾಥಾ ಹಾಗೂ ಮಾನವ ಸರಪಳಿ ನಿರ್ಮಿಸಲಾಯಿತು. ವಿವಿಧ ಇಲಾಖೆಗಳ ಅಧಿಕಾರಿಗಳು, ವಿದ್ಯಾರ್ಥಿಗಳು ಭಾಗವಹಿಸಿದ್ದರು. bbox=[612, 1226, 768, 1268]
headline-line: ಮತ ಚಲಾಯಿಸಿ : ಶುಭಕಲ್ಯಾಣ್ bbox=[652, 1125, 882, 1151]
headline-line: ಸಂಘಗಳು ಪ್ರಗತಿ: ಬಿ.ವಿ. ರಾಜಶೇಖರಗೌಡ bbox=[109, 133, 601, 175]
twitter-link[interactable]: twitter.com/@suddimoola22 bbox=[669, 65, 774, 75]
event-photo bbox=[704, 706, 922, 794]
story-headline: 15 ಮಂದಿ ವಿರುದ್ಧ ಎಫ್‌ಐಆರ್ ದಾಖಲು bbox=[258, 499, 596, 528]
story-body bbox=[20, 582, 242, 1077]
dateline: ● ಸುದ್ದಿಮೂಲ ವಾರ್ತೆ, ತುಮಕೂರು, ಸೆ. 15: bbox=[612, 1175, 768, 1184]
story-body bbox=[20, 1254, 184, 1500]
paragraph: ಕೊಟ್ಟ ಸಾಲ ಹಿಂದಿರುಗಿಸುವಂತೆ ಕೇಳಿದ ಮಹಿಳೆಗೆ ಮೇಲೆ ಹಲ್ಲೆ ನಡೆಸಿ ಕೊಲೆ ಯತ್ನ ನಡೆಸಿದ್ದಾರೆ ಎಂಬ ದೂರಿನ ಮೇರೆಗೆ ಪೊಲೀಸರು 15 ಮಂದಿ ವಿರುದ್ಧ ಎಫ್‌ಐಆರ್ ದಾಖಲಿಸಿದ್ದಾರೆ. ಆರೋಪಿಗಳಾದ ಶಿವಕುಮಾರ್, ಪ್ರಕಾಶ್, ಕಾರ್ತಿಕ್, ಮಹೇಶ್, ನಾಗೇಶ್ ಸೇರಿದಂತೆ ಹಲವರು ಮಹಿಳೆಯ ಮನೆಗೆ ನುಗ್ಗಿ ಅವಾಚ್ಯ ಶಬ್ದಗಳಿಂದ ನಿಂದಿಸಿ ಹಲ್ಲೆ ನಡೆಸಿದ್ದಾರೆ ಎನ್ನಲಾಗಿದೆ. bbox=[404, 540, 690, 625]
paragraph: ದಿನಗಳಲ್ಲಿ 4 ಸಾವಿರಕ್ಕೂ ಹೆಚ್ಚು ಸದಸ್ಯರನ್ನು ಹೊಂದುವ ಗುರಿ ಹೊಂದಲಾಗಿದೆ. ಕಾರ್ಯಕ್ರಮದಲ್ಲಿ ಉಪಾಧ್ಯಕ್ಷ ಕೆ.ಎಂ. ರಾಮಣ್ಣ, ನಿರ್ದೇಶಕರಾದ ಎನ್. ಕೆ. ನಾರಾಯಣಸ್ವಾಮಿ, ಹೆಚ್.ಎಂ. ಚಂದ್ರಶೇಖರ್, ಶ್ರೀನಿವಾಸ್, ಮುನಿರಾಜು, ಮಂಜುನಾಥ್, ಲಕ್ಷ್ಮಮ್ಮ, ಮುಖ್ಯ ಕಾರ್ಯನಿರ್ವಾಹಕ ಅಧಿಕಾರಿ ಎ. ವೆಂಕಟೇಶ್ ಮತ್ತಿತರರು ಹಾಜರಿದ್ದರು. bbox=[524, 283, 690, 326]
epaper-link[interactable]: > https://epaper.suddimoola.in bbox=[198, 65, 312, 75]
paragraph: ತಾಲ್ಲೂಕಿನ ಸೀಕಲ್ ಗ್ರಾಮವನ್ನು ದೇಶದಲ್ಲಿಯೇ ಮಾದರಿ ಗ್ರಾಮವನ್ನಾಗಿ ಮಾಡಲು ಎಲ್ಲರೂ ಶ್ರಮಿಸಬೇಕು ಎಂದು ಮಾಜಿ ಸಚಿವ ರಾಮಚಂದ್ರಗೌಡ ಹೇಳಿದರು. ಸೀಕಲ್ ಗ್ರಾಮದಲ್ಲಿ ಹಮ್ಮಿಕೊಂಡಿದ್ದ ಕಾರ್ಯಕ್ರಮದಲ್ಲಿ ಮಾತನಾಡಿದ ಅವರು, ಗ್ರಾಮದ ಅಭಿವೃದ್ಧಿಗೆ ಸರ್ಕಾರದಿಂದ ಅಗತ್ಯ ಅನುದಾನ ತರಲು ಪ್ರಯತ್ನಿಸಲಾಗುವುದು ಎಂದರು. bbox=[20, 1339, 184, 1382]
column-rule bbox=[366, 1098, 367, 1508]
paragraph: ಪ್ರಧಾನ ಮಂತ್ರಿ ನರೇಂದ್ರ ಮೋದಿ ಅವರ 75ನೇ ಜನ್ಮದಿನದ ಅಂಗವಾಗಿ ಸೆ.17 ರಿಂದ ಅ.2ರವರೆಗೆ ಸೇವಾ ಪಾಕ್ಷಿಕ ಕಾರ್ಯಕ್ರಮಗಳನ್ನು ಹಮ್ಮಿಕೊಳ್ಳಲಾಗಿದ್ದು, ಕಾರ್ಯಕರ್ತರು ಎಲ್ಲರೂ ಒಗ್ಗೂಡಿ ಯಶಸ್ವಿಗೊಳಿಸಬೇಕು ಎಂದು ಬಿಜೆಪಿ ಜಿಲ್ಲಾ ಅಧ್ಯಕ್ಷ ಎಸ್.ಎಸ್.ಅಂಬರೀಶ್‌ಗೌಡ ತಿಳಿಸಿದರು. bbox=[478, 960, 690, 985]
paragraph: ಹಿಂದೂ ಗಣಪತಿ ವಿಸರ್ಜನೆ ವೇಳೆ ಪ್ರಚೋದನಕಾರಿ ಭಾಷಣ ಮಾಡಿದ ಶಾಸಕ ಬಸನಗೌಡ ಪಾಟೀಲ್ ಯತ್ನಾಳ್ ವಿರುದ್ಧ ತುಮಕೂರಿನಲ್ಲಿ ಎಫ್‌ಐಆರ್ ದಾಖಲಾಗಿದೆ. ಪ್ರಕರಣ ದಾಖಲಾದ ಬೆನ್ನಲ್ಲೇ ಯತ್ನಾಳ್ ಅವರನ್ನು ಬಂಧಿಸುವಂತೆ ವಿವಿಧ ಸಂಘಟನೆಗಳು ಒತ್ತಾಯಿಸಿವೆ. bbox=[372, 1256, 602, 1281]
story-body bbox=[612, 1175, 768, 1500]
paragraph: ಹಿಂದುಳಿದ ವರ್ಗಗಳ ಆಯೋಗವು ರಾಜ್ಯದ ಸಾಮಾಜಿಕ ಮತ್ತು ಶೈಕ್ಷಣಿಕ ಸಮೀಕ್ಷೆಯನ್ನು ಸೆಪ್ಟೆಂಬರ್ 22 ರಿಂದ ಅಕ್ಟೋಬರ್ 7 ರವರೆಗೆ ನಡೆಸಲಿದ್ದು ಈ ಸಮೀಕ್ಷೆಗೆ ಜನರು ಸರಿಯಾದ ಮಾಹಿತಿ ನೀಡಿ ಸಹಕರಿಸಬೇಕು ಎಂದು ಜಿಲ್ಲಾಧಿಕಾರಿ ಎ.ಬಿ.ಬಸವರಾಜು ತಿಳಿಸಿದರು. ಜಿಲ್ಲಾಡಳಿತ ಭವನದ ಸಭಾಂಗಣದಲ್ಲಿ ನಡೆದ ಪೂರ್ವಭಾವಿ ಸಭೆಯಲ್ಲಿ ಮಾತನಾಡಿದರು. bbox=[20, 590, 242, 624]
news-photo bbox=[374, 1160, 600, 1242]
paragraph: ಹೈನುಗಾರಿಕೆ ಛತ್ರದ ಸಾವಿರ ಗ್ರಾಮದ ಮಹಿಳೆಯರಿಗೆ ನಿರಂತರ ಆದಾಯ ತಂದುಕೊಡುವ ಮೂಲಕ ಆರ್ಥಿಕವಾಗಿ ಸಬಲರನ್ನಾಗಿಸುತ್ತದೆ ಎಂದು ಹೊಸಹಳ್ಳಿ ಗ್ರಾಮದ ಹಾಲು ಉತ್ಪಾದಕರ ಸಹಕಾರ ಸಂಘದ ಅಧ್ಯಕ್ಷೆ ಗೀತಾ ಮಂಜುಗೌಡ ಹೇಳಿದರು. ಕೆ.ಆರ್.ನಗರ ತಾಲೂಕು ಹೊಸಹಳ್ಳಿ ಗ್ರಾಮದ ಹಾಲು ಉತ್ಪಾದಕರ ಸಹಕಾರ ಸಂಘದ 2024-25ನೇ ಸಾಲಿನ ಸರ್ವ ಸದಸ್ಯರ ವಾರ್ಷಿಕ ಮಹಾಸಭೆಯನ್ನು ಉದ್ಘಾಟಿಸಿ ಮಾತನಾಡಿದರು. bbox=[704, 238, 922, 272]
